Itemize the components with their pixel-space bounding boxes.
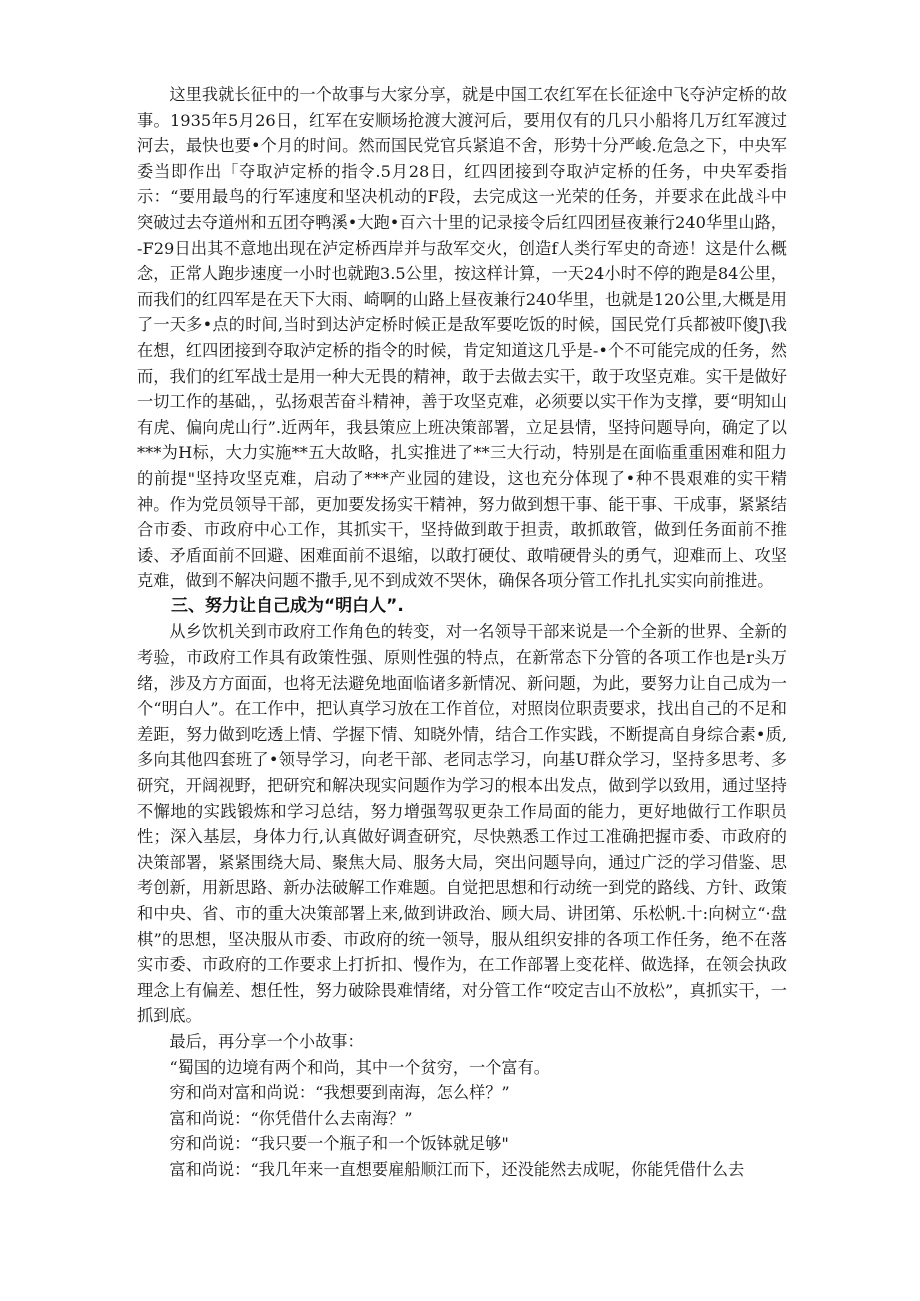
dialogue-line-1: “蜀国的边境有两个和尚，其中一个贫穷，一个富有。 (169, 1057, 550, 1077)
paragraph-understanding-person: 从乡饮机关到市政府工作角色的转变，对一名领导干部来说是一个全新的世界、全新的考验，市政府工作具有政策性强、原则性强的特点，在新常态下分管的各项工作也是r头万绪，涉及方方面面，也将无法避免地面临诸多新情况、新问题，为此，要努力让自己成为一个“明白人”。在工作中，把认真学习放在工作首位，对照岗位职责要求，找出自己的不足和差距，努力做到吃透上情、学握下情、知晓外情，结合工作实践，不断提高自身综合素•质,多向其他四套班了•领导学习，向老干部、老同志学习，向基U群众学习，坚持多思考、多研究，开阔视野，把研究和解决现实问题作为学习的根本出发点，做到学以致用，通过坚持不懈地的实践锻炼和学习总结，努力增强驾驭更杂工作局面的能力，更好地做行工作职员性；深入基层，身体力行,认真做好调查研究，尽快熟悉工作过工准确把握市委、市政府的决策部署，紧紧围绕大局、聚焦大局、服务大局，突出问题导向，通过广泛的学习借鉴、思考创新，用新思路、新办法破解工作难题。自觉把思想和行动统一到党的路线、方针、政策和中央、省、市的重大决策部署上来,做到讲政治、顾大局、讲团第、乐松帆.十:向树立“·盘棋”的思想，坚决服从市委、市政府的统一领导，服从组织安排的各项工作任务，绝不在落实市委、市政府的工作要求上打折扣、慢作为，在工作部署上变花样、做选择，在领会执政理念上有偏差、想任性，努力破除畏难情绪，对分管工作“咬定吉山不放松”，真抓实干，一抓到底。 (137, 622, 787, 1026)
dialogue-line-3: 富和尚说：“你凭借什么去南海？” (169, 1108, 413, 1128)
document-body (137, 82, 787, 1183)
section-heading-3: 三、努力让自己成为“明白人”. (171, 595, 404, 616)
paragraph-final-story-intro: 最后，再分享一个小故事： (169, 1031, 364, 1051)
dialogue-line-2: 穷和尚对富和尚说：“我想要到南海，怎么样？” (169, 1083, 510, 1103)
paragraph-luding-bridge-story: 这里我就长征中的一个故事与大家分享，就是中国工农红军在长征途中飞夺泸定桥的故事。1935年5月26日，红军在安顺场抢渡大渡河后，要用仅有的几只小船将几万红军渡过河去，最快也要•个月的时间。然而国民党官兵紧追不舍，形势十分严峻.危急之下，中央军委当即作出「夺取泸定桥的指令.5月28日，红四团接到夺取泸定桥的任务，中央军委指示：“要用最鸟的行军速度和坚决机动的F段，去完成这一光荣的任务，并要求在此战斗中突破过去夺道州和五团夺鸭溪•大跑•百六十里的记录接令后红四团昼夜兼行240华里山路，-F29日出其不意地出现在泸定桥西岸并与敌军交火，创造f人类行军史的奇迹！这是什么概念，正常人跑步速度一小时也就跑3.5公里，按这样计算，一天24小时不停的跑是84公里，而我们的红四军是在天下大雨、崎啊的山路上昼夜兼行240华里，也就是120公里,大概是用了一天多•点的时间,当时到达泸定桥时候正是敌军要吃饭的时候，国民党仃兵都被吓傻J\我在想，红四团接到夺取泸定桥的指令的时候，肯定知道这几乎是-•个不可能完成的任务，然而，我们的红军战士是用一种大无畏的精神，敢于去做去实干，敢于攻坚克难。实干是做好一切工作的基础，，弘扬艰苦奋斗精神，善于攻坚克难，必须要以实干作为支撑，要“明知山有虎、偏向虎山行”.近两年，我县策应上班决策部署，立足县情，坚持问题导向，确定了以***为H标，大力实施**五大故略，扎实推进了**三大行动，特别是在面临重重困难和阻力的前提"坚持攻坚克难，启动了***产业园的建设，这也充分体现了•种不畏艰难的实干精神。作为党员领导干部，更加要发扬实干精神，努力做到想干事、能干事、干成事，紧紧结合市委、市政府中心工作，其抓实干，坚持做到敢于担责，敢抓敢管，做到任务面前不推诿、矛盾面前不回避、困难面前不退缩，以敢打硬仗、敢啃硬骨头的勇气，迎难而上、攻坚克难，做到不解决问题不撒手,见不到成效不哭休，确保各项分管工作扎扎实实向前推进。 (137, 85, 787, 591)
dialogue-line-5: 富和尚说：“我几年来一直想要雇船顺江而下，还没能然去成呢，你能凭借什么去 (169, 1159, 745, 1179)
dialogue-line-4: 穷和尚说：“我只要一个瓶子和一个饭钵就足够" (169, 1134, 509, 1154)
